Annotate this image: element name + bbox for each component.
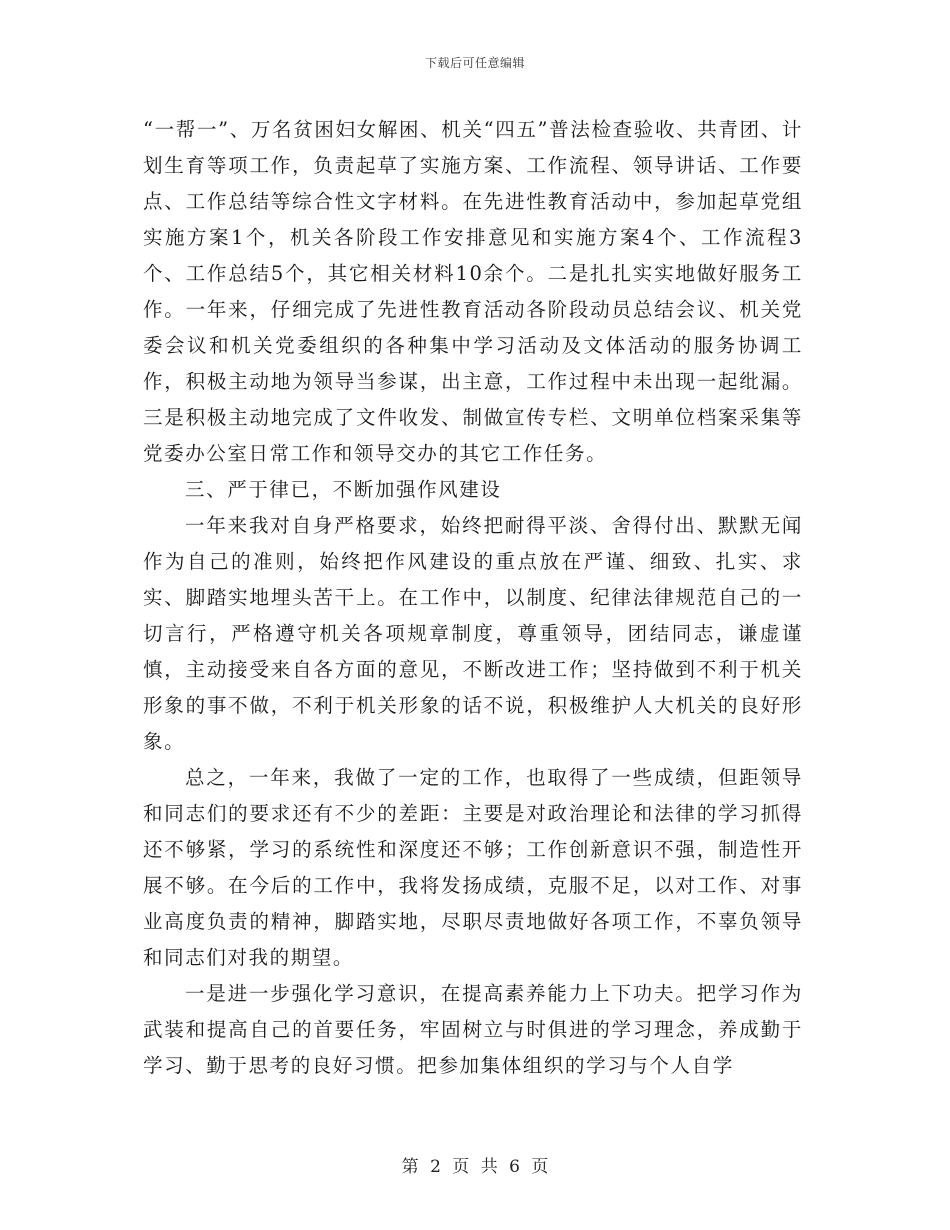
paragraph: 一是进一步强化学习意识，在提高素养能力上下功夫。把学习作为武装和提高自己的首要任务，牢固树立与时俱进的学习理念，养成勤于学习、勤于思考的良好习惯。把参加集体组织的学习与个人自学: [143, 982, 803, 1077]
page-number-footer: 第 2 页 共 6 页: [401, 1157, 549, 1177]
page-header: 下载后可任意编辑: [424, 56, 525, 70]
section-heading: 三、严于律已，不断加强作风建设: [185, 478, 502, 501]
paragraph: 一年来我对自身严格要求，始终把耐得平淡、舍得付出、默默无闻作为自己的准则，始终把作风建设的重点放在严谨、细致、扎实、求实、脚踏实地埋头苦干上。在工作中，以制度、纪律法律规范自己的一切言行，严格遵守机关各项规章制度，尊重领导，团结同志，谦虚谨慎，主动接受来自各方面的意见，不断改进工作；坚持做到不利于机关形象的事不做，不利于机关形象的话不说，积极维护人大机关的良好形象。: [143, 514, 803, 753]
document-body: [143, 112, 803, 1084]
paragraph: 总之，一年来，我做了一定的工作，也取得了一些成绩，但距领导和同志们的要求还有不少的差距：主要是对政治理论和法律的学习抓得还不够紧，学习的系统性和深度还不够；工作创新意识不强，制造性开展不够。在今后的工作中，我将发扬成绩，克服不足，以对工作、对事业高度负责的精神，脚踏实地，尽职尽责地做好各项工作，不辜负领导和同志们对我的期望。: [143, 766, 803, 969]
paragraph-continuation: “一帮一”、万名贫困妇女解困、机关“四五”普法检查验收、共青团、计划生育等项工作，负责起草了实施方案、工作流程、领导讲话、工作要点、工作总结等综合性文字材料。在先进性教育活动中，参加起草党组实施方案1个，机关各阶段工作安排意见和实施方案4个、工作流程3个、工作总结5个，其它相关材料10余个。二是扎扎实实地做好服务工作。一年来，仔细完成了先进性教育活动各阶段动员总结会议、机关党委会议和机关党委组织的各种集中学习活动及文体活动的服务协调工作，积极主动地为领导当参谋，出主意，工作过程中未出现一起纰漏。三是积极主动地完成了文件收发、制做宣传专栏、文明单位档案采集等党委办公室日常工作和领导交办的其它工作任务。: [143, 118, 803, 465]
